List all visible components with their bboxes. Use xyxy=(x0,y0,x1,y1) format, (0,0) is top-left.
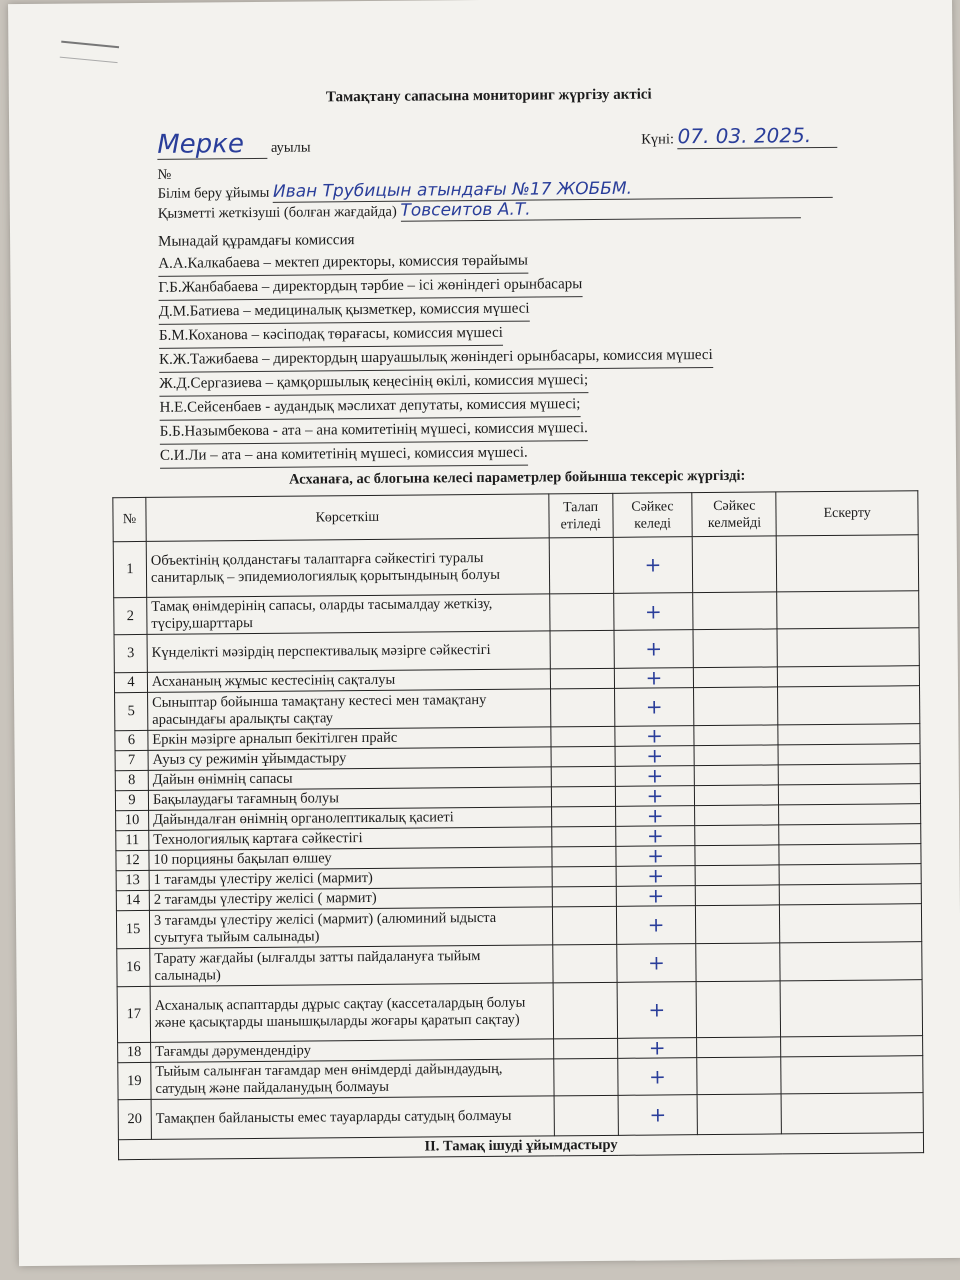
row-complies-mark: + xyxy=(614,726,694,747)
header-indicator: Көрсеткіш xyxy=(146,494,549,542)
village-handwritten: Мерке xyxy=(157,130,267,160)
row-remark xyxy=(781,1056,923,1094)
row-required xyxy=(552,846,616,867)
row-required xyxy=(553,982,617,1039)
row-not-complies xyxy=(695,805,779,826)
next-section-title: II. Тамақ ішуді ұйымдастыру xyxy=(118,1133,923,1160)
row-remark xyxy=(780,942,922,981)
row-indicator: 1 тағамды үлестіру желісі (мармит) xyxy=(149,867,552,891)
row-required xyxy=(551,786,615,807)
row-not-complies xyxy=(697,1057,781,1095)
row-number: 20 xyxy=(118,1099,151,1139)
commission-intro: Мынадай құрамдағы комиссия xyxy=(158,232,355,250)
row-indicator: Асханалық аспаптарды дұрыс сақтау (кассеталардың болуы және қасықтарды шанышқыларды жоғары қаратып сақтау) xyxy=(150,983,553,1043)
row-not-complies xyxy=(694,667,778,688)
row-complies-mark: + xyxy=(618,1095,698,1136)
row-number: 10 xyxy=(116,810,149,830)
row-indicator: Дайын өнімнің сапасы xyxy=(148,767,551,791)
row-not-complies xyxy=(695,845,779,866)
row-indicator: Тағамды дәрумендендіру xyxy=(151,1039,554,1063)
row-indicator: Күнделікті мәзірдің перспективалық мәзірге сәйкестігі xyxy=(147,631,550,673)
village-label: ауылы xyxy=(270,139,311,156)
row-number: 14 xyxy=(116,890,149,910)
row-required xyxy=(551,726,615,747)
row-remark xyxy=(779,824,921,845)
row-number: 4 xyxy=(114,672,147,692)
row-number: 6 xyxy=(115,730,148,750)
row-number: 12 xyxy=(116,850,149,870)
row-required xyxy=(553,1038,617,1059)
row-number: 3 xyxy=(114,634,147,672)
row-not-complies xyxy=(695,765,779,786)
row-complies-mark: + xyxy=(615,746,695,767)
provider-line xyxy=(158,197,801,224)
row-not-complies xyxy=(694,687,778,726)
row-remark xyxy=(779,864,921,885)
row-remark xyxy=(779,844,921,865)
row-required xyxy=(550,668,614,689)
provider-handwritten: Товсеитов А.Т. xyxy=(400,197,800,221)
commission-member: Ж.Д.Сергазиева – қамқоршылық кеңесінің өкілі, комиссия мүшесі; xyxy=(159,369,588,397)
header-number: № xyxy=(113,497,146,541)
row-required xyxy=(552,944,616,983)
header-not-complies: Сәйкес келмейді xyxy=(692,492,776,537)
row-remark xyxy=(780,884,922,905)
row-required xyxy=(552,906,616,945)
row-indicator: 3 тағамды үлестіру желісі (мармит) (алюминий ыдыста суытуға тыйым салынады) xyxy=(149,907,552,949)
row-complies-mark: + xyxy=(615,826,695,847)
row-number: 2 xyxy=(114,597,147,634)
row-required xyxy=(549,593,613,631)
row-not-complies xyxy=(694,725,778,746)
row-complies-mark: + xyxy=(615,786,695,807)
school-handwritten: Иван Трубицын атындағы №17 ЖОББМ. xyxy=(273,177,833,203)
row-required xyxy=(550,688,614,727)
row-indicator: Технологиялық картаға сәйкестігі xyxy=(149,827,552,851)
row-required xyxy=(551,766,615,787)
row-indicator: Тамақпен байланысты емес тауарларды сатудың болмауы xyxy=(151,1096,554,1140)
row-remark xyxy=(778,666,920,687)
commission-member: Б.Б.Назымбекова - ата – ана комитетінің мүшесі, комиссия мүшесі. xyxy=(160,417,588,445)
date-handwritten: 07. 03. 2025. xyxy=(677,123,837,149)
row-complies-mark: + xyxy=(616,906,696,945)
table-row xyxy=(117,980,922,1043)
document-sheet xyxy=(8,0,960,1266)
provider-label: Қызметті жеткізуші (болған жағдайда) xyxy=(157,203,397,222)
row-not-complies xyxy=(696,905,780,944)
table-header-row xyxy=(113,491,918,542)
row-number: 8 xyxy=(115,770,148,790)
row-indicator: Еркін мәзірге арналып бекітілген прайс xyxy=(148,727,551,751)
date-line xyxy=(641,123,838,150)
row-complies-mark: + xyxy=(615,806,695,827)
row-indicator: Сыныптар бойынша тамақтану кестесі мен тамақтану арасындағы аралықты сақтау xyxy=(147,689,550,731)
row-not-complies xyxy=(696,865,780,886)
paper-clip xyxy=(60,41,119,63)
commission-member: Д.М.Батиева – медициналық қызметкер, комиссия мүшесі xyxy=(159,298,530,325)
row-not-complies xyxy=(695,825,779,846)
row-remark xyxy=(778,744,920,765)
header-required: Талап етіледі xyxy=(549,493,613,538)
row-required xyxy=(551,746,615,767)
row-number: 17 xyxy=(117,986,150,1042)
row-complies-mark: + xyxy=(617,1038,697,1059)
row-required xyxy=(554,1095,618,1136)
row-remark xyxy=(779,804,921,825)
row-remark xyxy=(779,764,921,785)
row-number: 16 xyxy=(117,948,150,986)
row-indicator: Объектінің қолданстағы талаптарға сәйкестігі туралы санитарлық – эпидемиологиялық қорытындының болуы xyxy=(146,538,549,598)
row-required xyxy=(553,1058,617,1096)
row-indicator: Тыйым салынған тағамдар мен өнімдерді дайындаудың, сатудың және пайдаланудың болмауы xyxy=(151,1059,554,1100)
row-complies-mark: + xyxy=(613,593,693,631)
row-number: 7 xyxy=(115,750,148,770)
row-complies-mark: + xyxy=(617,982,697,1039)
school-label: Білім беру ұйымы xyxy=(157,184,270,202)
row-complies-mark: + xyxy=(616,846,696,867)
row-required xyxy=(551,806,615,827)
commission-member: Г.Б.Жанбабаева – директордың тәрбие – ісі жөніндегі орынбасары xyxy=(158,273,582,301)
commission-member: Н.Е.Сейсенбаев - аудандық мәслихат депутаты, комиссия мүшесі; xyxy=(159,393,580,421)
row-number: 5 xyxy=(115,692,148,730)
row-complies-mark: + xyxy=(616,886,696,907)
row-remark xyxy=(780,904,922,943)
row-not-complies xyxy=(693,592,777,630)
row-indicator: Асхананың жұмыс кестесінің сақталуы xyxy=(147,669,550,693)
row-required xyxy=(549,537,613,594)
row-not-complies xyxy=(697,1037,781,1058)
row-required xyxy=(551,826,615,847)
row-number: 9 xyxy=(115,790,148,810)
row-complies-mark: + xyxy=(616,944,696,983)
row-indicator: Дайындалған өнімнің органолептикалық қасиеті xyxy=(149,807,552,831)
row-remark xyxy=(781,1036,923,1057)
row-indicator: 10 порцияны бақылап өлшеу xyxy=(149,847,552,871)
number-label: № xyxy=(157,166,172,183)
table-row xyxy=(118,1093,923,1140)
row-indicator: Тарату жағдайы (ылғалды затты пайдалануға тыйым салынады) xyxy=(150,945,553,987)
row-not-complies xyxy=(695,785,779,806)
row-required xyxy=(550,630,614,669)
row-number: 15 xyxy=(116,910,149,948)
row-number: 19 xyxy=(118,1062,151,1099)
checklist-section-title: Асханаға, ас блогына келесі параметрлер бойынша тексеріс жүргізді: xyxy=(288,467,746,488)
row-indicator: Тамақ өнімдерінің сапасы, оларды тасымалдау жеткізу, түсіру,шарттары xyxy=(147,594,550,635)
row-complies-mark: + xyxy=(615,766,695,787)
row-complies-mark: + xyxy=(613,537,693,594)
row-not-complies xyxy=(697,981,781,1038)
document-title: Тамақтану сапасына мониторинг жүргізу актісі xyxy=(325,86,652,106)
header-remark: Ескерту xyxy=(776,491,918,536)
row-complies-mark: + xyxy=(614,688,694,727)
row-indicator: Бақылаудағы тағамның болуы xyxy=(148,787,551,811)
commission-member: А.А.Калкабаева – мектеп директоры, комиссия төрайымы xyxy=(158,250,528,277)
village-line xyxy=(157,129,311,159)
row-required xyxy=(552,866,616,887)
row-complies-mark: + xyxy=(616,866,696,887)
row-not-complies xyxy=(693,629,777,668)
row-not-complies xyxy=(696,943,780,982)
commission-member: К.Ж.Тажибаева – директордың шаруашылық жөніндегі орынбасары, комиссия мүшесі xyxy=(159,344,713,373)
row-not-complies xyxy=(698,1094,782,1135)
row-number: 18 xyxy=(118,1042,151,1062)
row-number: 1 xyxy=(113,541,146,597)
row-number: 13 xyxy=(116,870,149,890)
row-remark xyxy=(778,724,920,745)
number-line xyxy=(157,167,171,184)
commission-member: Б.М.Коханова – кәсіподақ төрағасы, комиссия мүшесі xyxy=(159,322,503,349)
row-number: 11 xyxy=(116,830,149,850)
row-not-complies xyxy=(693,536,777,593)
row-complies-mark: + xyxy=(617,1058,697,1096)
row-required xyxy=(552,886,616,907)
row-remark xyxy=(778,686,920,725)
row-complies-mark: + xyxy=(614,668,694,689)
row-complies-mark: + xyxy=(614,630,694,669)
row-remark xyxy=(777,591,919,629)
row-remark xyxy=(781,1093,923,1134)
date-label: Күні: xyxy=(641,131,675,148)
row-remark xyxy=(777,535,919,592)
commission-member: С.И.Ли – ата – ана комитетінің мүшесі, комиссия мүшесі. xyxy=(160,442,528,469)
row-indicator: Ауыз су режимін ұйымдастыру xyxy=(148,747,551,771)
row-remark xyxy=(779,784,921,805)
row-remark xyxy=(777,628,919,667)
header-complies: Сәйкес келеді xyxy=(612,493,692,538)
commission-block xyxy=(158,226,714,469)
row-not-complies xyxy=(694,745,778,766)
row-indicator: 2 тағамды үлестіру желісі ( мармит) xyxy=(149,887,552,911)
table-row xyxy=(113,535,918,598)
row-remark xyxy=(780,980,922,1037)
row-not-complies xyxy=(696,885,780,906)
checklist-table xyxy=(112,490,924,1160)
